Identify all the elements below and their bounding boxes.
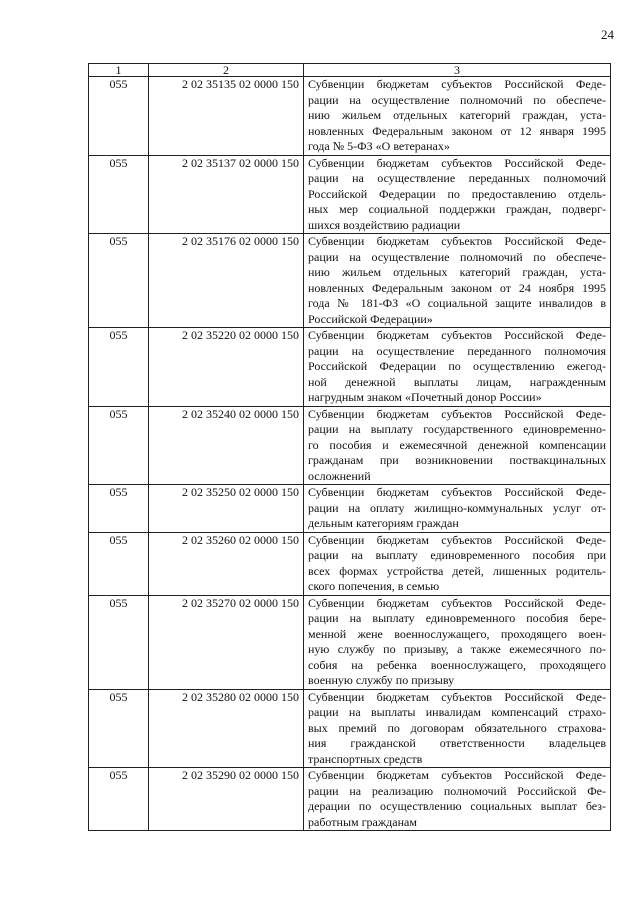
description-line: года № 5-ФЗ «О ветеранах»	[308, 139, 450, 153]
description-line: собия на ребенка военнослужащего, проходящего	[308, 657, 606, 672]
table-row	[89, 328, 611, 407]
description-cell	[304, 234, 611, 328]
admin-code-cell: 055	[89, 77, 149, 156]
admin-code-cell: 055	[89, 155, 149, 234]
admin-code-cell: 055	[89, 406, 149, 485]
budget-code-cell: 2 02 35280 02 0000 150	[149, 689, 304, 768]
column-header-2: 2	[149, 64, 304, 77]
description-line: менной жене военнослужащего, проходящего воен-	[308, 626, 606, 641]
budget-code-cell: 2 02 35260 02 0000 150	[149, 532, 304, 595]
description-line: Российской Федерации»	[308, 311, 433, 326]
table-row	[89, 595, 611, 689]
description-line: рации на осуществление полномочий по обеспече-	[308, 92, 606, 107]
description-line: Российской Федерации по предоставлению отдель-	[308, 186, 606, 201]
description-line: Субвенции бюджетам субъектов Российской Феде-	[308, 234, 606, 248]
description-line: нагрудным знаком «Почетный донор России»	[308, 390, 542, 404]
description-line: Субвенции бюджетам субъектов Российской Феде-	[308, 595, 606, 610]
admin-code-cell: 055	[89, 595, 149, 689]
description-cell	[304, 768, 611, 831]
page-number: 24	[601, 27, 614, 42]
table-row	[89, 485, 611, 533]
description-line: ных мер социальной поддержки граждан, подверг-	[308, 202, 606, 216]
budget-code-cell: 2 02 35137 02 0000 150	[149, 155, 304, 234]
admin-code-cell: 055	[89, 768, 149, 831]
description-line: гражданам при возникновении поствакцинальных	[308, 453, 606, 467]
description-line: дельным категориям граждан	[308, 516, 459, 530]
budget-code-cell: 2 02 35270 02 0000 150	[149, 595, 304, 689]
description-line: военную службу по призыву	[308, 673, 455, 687]
description-cell	[304, 532, 611, 595]
description-cell	[304, 689, 611, 768]
description-line: ной денежной выплаты лицам, награжденным	[308, 374, 606, 389]
admin-code-cell: 055	[89, 328, 149, 407]
description-line: рации на выплату государственного единовременно-	[308, 422, 606, 436]
description-line: нию жильем отдельных категорий граждан, уста-	[308, 265, 606, 279]
description-cell	[304, 77, 611, 156]
budget-code-cell: 2 02 35135 02 0000 150	[149, 77, 304, 156]
revenue-codes-table	[88, 63, 611, 831]
description-line: новленных Федеральным законом от 12 января 1995	[308, 123, 606, 138]
budget-code-cell: 2 02 35250 02 0000 150	[149, 485, 304, 533]
description-line: нию жильем отдельных категорий граждан, уста-	[308, 108, 606, 122]
description-line: Субвенции бюджетам субъектов Российской Феде-	[308, 532, 606, 547]
description-line: шихся воздействию радиации	[308, 217, 461, 232]
description-line: транспортных средств	[308, 751, 423, 766]
description-line: рации на оплату жилищно-коммунальных услуг от-	[308, 500, 606, 515]
admin-code-cell: 055	[89, 689, 149, 768]
description-line: рации на выплаты инвалидам компенсаций страхо-	[308, 705, 606, 719]
description-line: Субвенции бюджетам субъектов Российской Феде-	[308, 406, 606, 421]
description-line: рации на осуществление полномочий по обеспече-	[308, 249, 606, 264]
description-line: Российской Федерации по осуществлению ежегод-	[308, 359, 606, 373]
table-row	[89, 768, 611, 831]
description-line: ную службу по призыву, а также ежемесячного по-	[308, 642, 606, 656]
description-cell	[304, 406, 611, 485]
description-line: осложнений	[308, 468, 371, 483]
description-line: го пособия и ежемесячной денежной компенсации	[308, 437, 606, 452]
description-line: Субвенции бюджетам субъектов Российской Феде-	[308, 328, 606, 342]
table-row	[89, 77, 611, 156]
table-row	[89, 406, 611, 485]
description-line: рации на выплату единовременного пособия при	[308, 548, 606, 562]
description-cell	[304, 595, 611, 689]
description-line: дерации по осуществлению социальных выплат без-	[308, 799, 606, 813]
admin-code-cell: 055	[89, 532, 149, 595]
description-cell	[304, 155, 611, 234]
column-header-3: 3	[304, 64, 611, 77]
table-header-row	[89, 64, 611, 77]
budget-code-cell: 2 02 35240 02 0000 150	[149, 406, 304, 485]
description-line: рации на выплату единовременного пособия бере-	[308, 611, 606, 625]
description-line: Субвенции бюджетам субъектов Российской Феде-	[308, 77, 606, 91]
budget-code-cell: 2 02 35290 02 0000 150	[149, 768, 304, 831]
admin-code-cell: 055	[89, 234, 149, 328]
budget-code-cell: 2 02 35220 02 0000 150	[149, 328, 304, 407]
description-line: Субвенции бюджетам субъектов Российской Феде-	[308, 689, 606, 704]
description-line: Субвенции бюджетам субъектов Российской Феде-	[308, 155, 606, 170]
description-cell	[304, 485, 611, 533]
table-body	[89, 77, 611, 831]
description-line: Субвенции бюджетам субъектов Российской Феде-	[308, 768, 606, 782]
table-row	[89, 234, 611, 328]
description-line: новленных Федеральным законом от 24 ноября 1995	[308, 280, 606, 295]
description-line: работным гражданам	[308, 814, 417, 829]
description-line: вых премий по договорам обязательного страхова-	[308, 720, 606, 735]
description-line: рации на реализацию полномочий Российской Фе-	[308, 783, 606, 798]
table-row	[89, 689, 611, 768]
description-line: года № 181-ФЗ «О социальной защите инвалидов в	[308, 296, 606, 310]
table-row	[89, 532, 611, 595]
description-line: ского попечения, в семью	[308, 579, 440, 593]
description-line: ния гражданской ответственности владельцев	[308, 736, 606, 750]
description-line: рации на осуществление переданных полномочий	[308, 171, 606, 185]
description-cell	[304, 328, 611, 407]
column-header-1: 1	[89, 64, 149, 77]
description-line: рации на осуществление переданного полномочия	[308, 343, 606, 358]
admin-code-cell: 055	[89, 485, 149, 533]
budget-code-cell: 2 02 35176 02 0000 150	[149, 234, 304, 328]
table-row	[89, 155, 611, 234]
description-line: Субвенции бюджетам субъектов Российской Феде-	[308, 485, 606, 499]
description-line: всех формах устройства детей, лишенных родитель-	[308, 563, 606, 578]
